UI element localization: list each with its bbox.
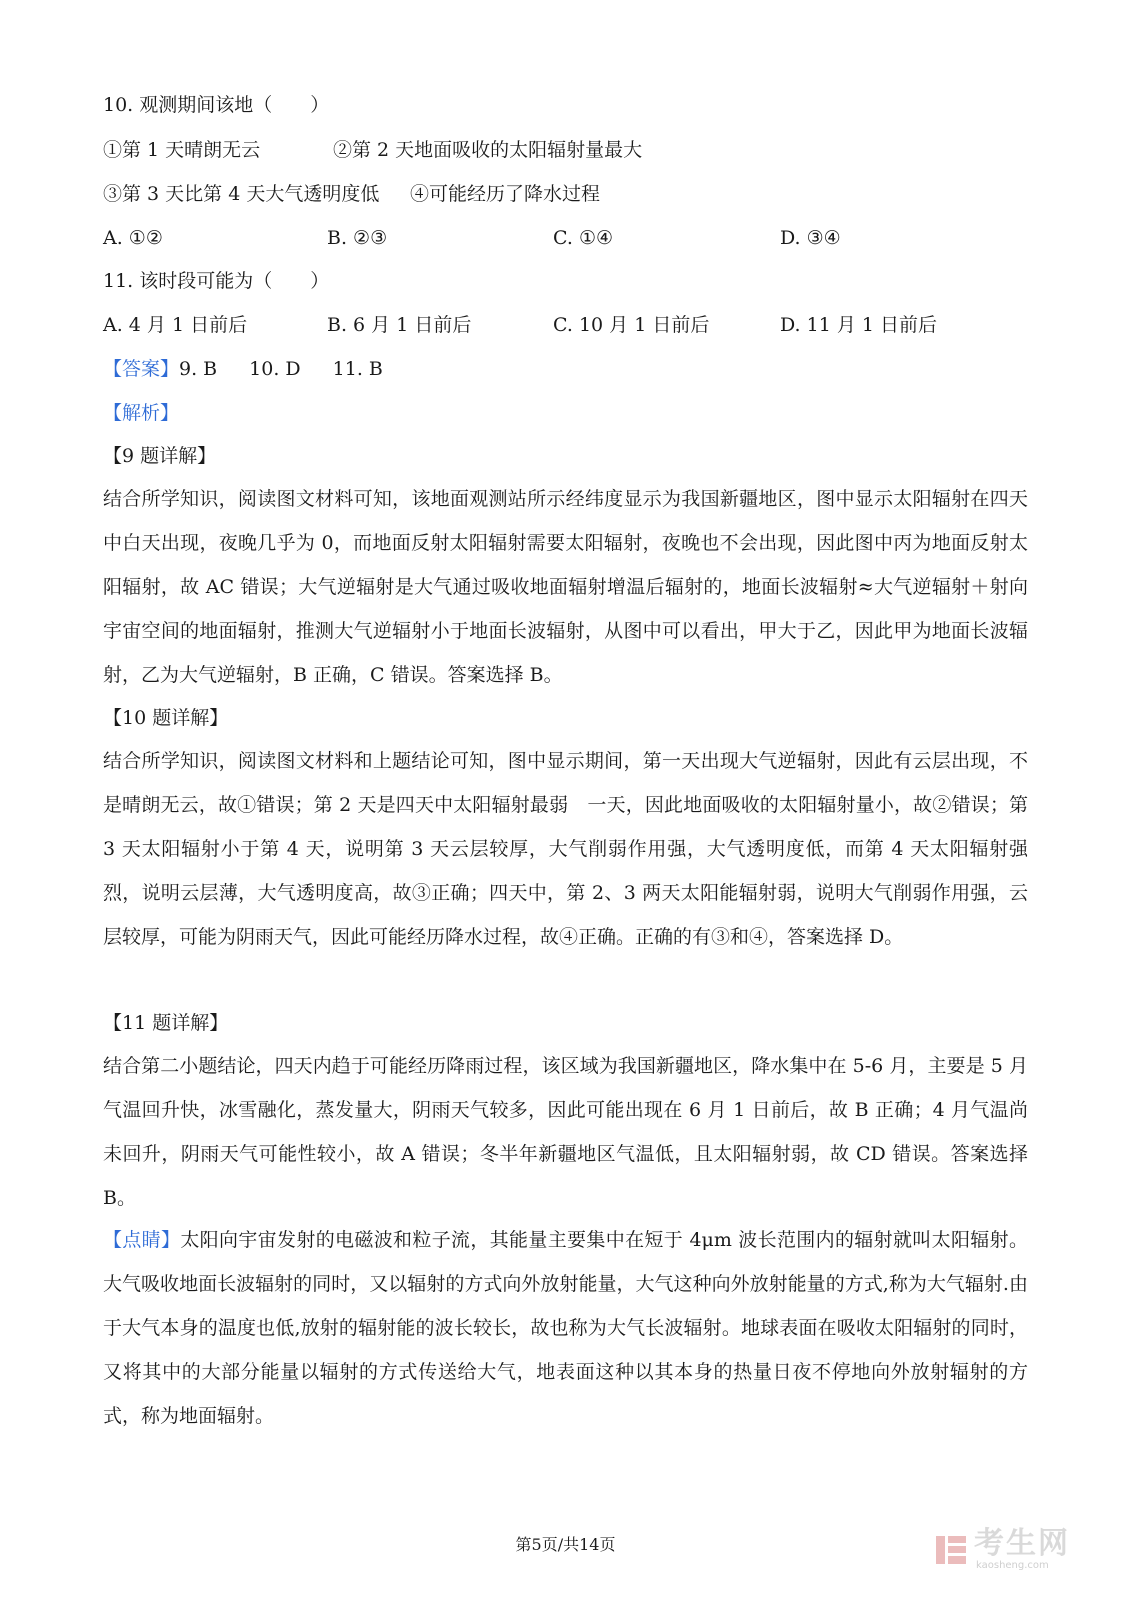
analysis-tag: 【解析】 bbox=[103, 402, 180, 424]
answer-11: 11. B bbox=[332, 358, 383, 380]
q11-option-b: B. 6 月 1 日前后 bbox=[327, 314, 472, 336]
q10-option-c: C. ①④ bbox=[553, 227, 614, 249]
q11-option-d: D. 11 月 1 日前后 bbox=[780, 314, 938, 336]
d9-body: 结合所学知识，阅读图文材料可知，该地面观测站所示经纬度显示为我国新疆地区，图中显示太阳辐射在四天中白天出现，夜晚几乎为 0，而地面反射太阳辐射需要太阳辐射，夜晚也不会出现，因此图中丙为地面反射太阳辐射，故 AC 错误；大气逆辐射是大气通过吸收地面辐射增温后辐射的，地面长波辐射≈大气逆辐射＋射向宇宙空间的地面辐射，推测大气逆辐射小于地面长波辐射，从图中可以看出，甲大于乙，因此甲为地面长波辐射，乙为大气逆辐射，B 正确，C 错误。答案选择 B。 bbox=[103, 488, 1028, 686]
answer-10: 10. D bbox=[249, 358, 301, 380]
q11-option-a: A. 4 月 1 日前后 bbox=[103, 314, 248, 336]
q10-stem: 10. 观测期间该地（ ） bbox=[103, 94, 330, 116]
q10-statement-3: ③第 3 天比第 4 天大气透明度低 bbox=[103, 183, 380, 205]
answer-line bbox=[103, 356, 383, 382]
answer-tag: 【答案】 bbox=[103, 358, 180, 380]
d10-title: 【10 题详解】 bbox=[103, 707, 229, 729]
tip-paragraph bbox=[103, 1218, 1028, 1438]
q10-option-a: A. ①② bbox=[103, 227, 163, 249]
q11-stem: 11. 该时段可能为（ ） bbox=[103, 270, 330, 292]
page-footer: 第5页/共14页 bbox=[515, 1535, 616, 1554]
q10-option-d: D. ③④ bbox=[780, 227, 841, 249]
q10-option-b: B. ②③ bbox=[327, 227, 388, 249]
tip-body: 太阳向宇宙发射的电磁波和粒子流，其能量主要集中在短于 4μm 波长范围内的辐射就叫太阳辐射。大气吸收地面长波辐射的同时，又以辐射的方式向外放射能量，大气这种向外放射能量的方式,称为大气辐射.由于大气本身的温度也低,放射的辐射能的波长较长，故也称为大气长波辐射。地球表面在吸收太阳辐射的同时，又将其中的大部分能量以辐射的方式传送给大气，地表面这种以其本身的热量日夜不停地向外放射辐射的方式，称为地面辐射。 bbox=[103, 1229, 1028, 1427]
q10-statement-4: ④可能经历了降水过程 bbox=[410, 183, 601, 205]
watermark-url: kaosheng.com bbox=[976, 1560, 1049, 1571]
answer-9: 9. B bbox=[179, 358, 218, 380]
watermark-logo-icon bbox=[934, 1533, 968, 1567]
d10-body: 结合所学知识，阅读图文材料和上题结论可知，图中显示期间，第一天出现大气逆辐射，因此有云层出现，不是晴朗无云，故①错误；第 2 天是四天中太阳辐射最弱 一天，因此地面吸收的太阳辐射量小，故②错误；第 3 天太阳辐射小于第 4 天，说明第 3 天云层较厚，大气削弱作用强，大气透明度低，而第 4 天太阳辐射强烈，说明云层薄，大气透明度高，故③正确；四天中，第 2、3 两天太阳能辐射弱，说明大气削弱作用强，云层较厚，可能为阴雨天气，因此可能经历降水过程，故④正确。正确的有③和④，答案选择 D。 bbox=[103, 750, 1028, 948]
watermark-name: 考生网 bbox=[974, 1526, 1070, 1561]
watermark bbox=[934, 1528, 1070, 1572]
tip-tag: 【点睛】 bbox=[103, 1229, 181, 1251]
q10-statement-1: ①第 1 天晴朗无云 bbox=[103, 139, 261, 161]
d11-title: 【11 题详解】 bbox=[103, 1012, 229, 1034]
q10-statement-2: ②第 2 天地面吸收的太阳辐射量最大 bbox=[333, 139, 643, 161]
d11-body: 结合第二小题结论，四天内趋于可能经历降雨过程，该区域为我国新疆地区，降水集中在 5-6 月，主要是 5 月气温回升快，冰雪融化，蒸发量大，阴雨天气较多，因此可能出现在 6 月 1 日前后，故 B 正确；4 月气温尚未回升，阴雨天气可能性较小，故 A 错误；冬半年新疆地区气温低，且太阳辐射弱，故 CD 错误。答案选择 B。 bbox=[103, 1055, 1028, 1209]
d9-title: 【9 题详解】 bbox=[103, 445, 217, 467]
q11-option-c: C. 10 月 1 日前后 bbox=[553, 314, 710, 336]
